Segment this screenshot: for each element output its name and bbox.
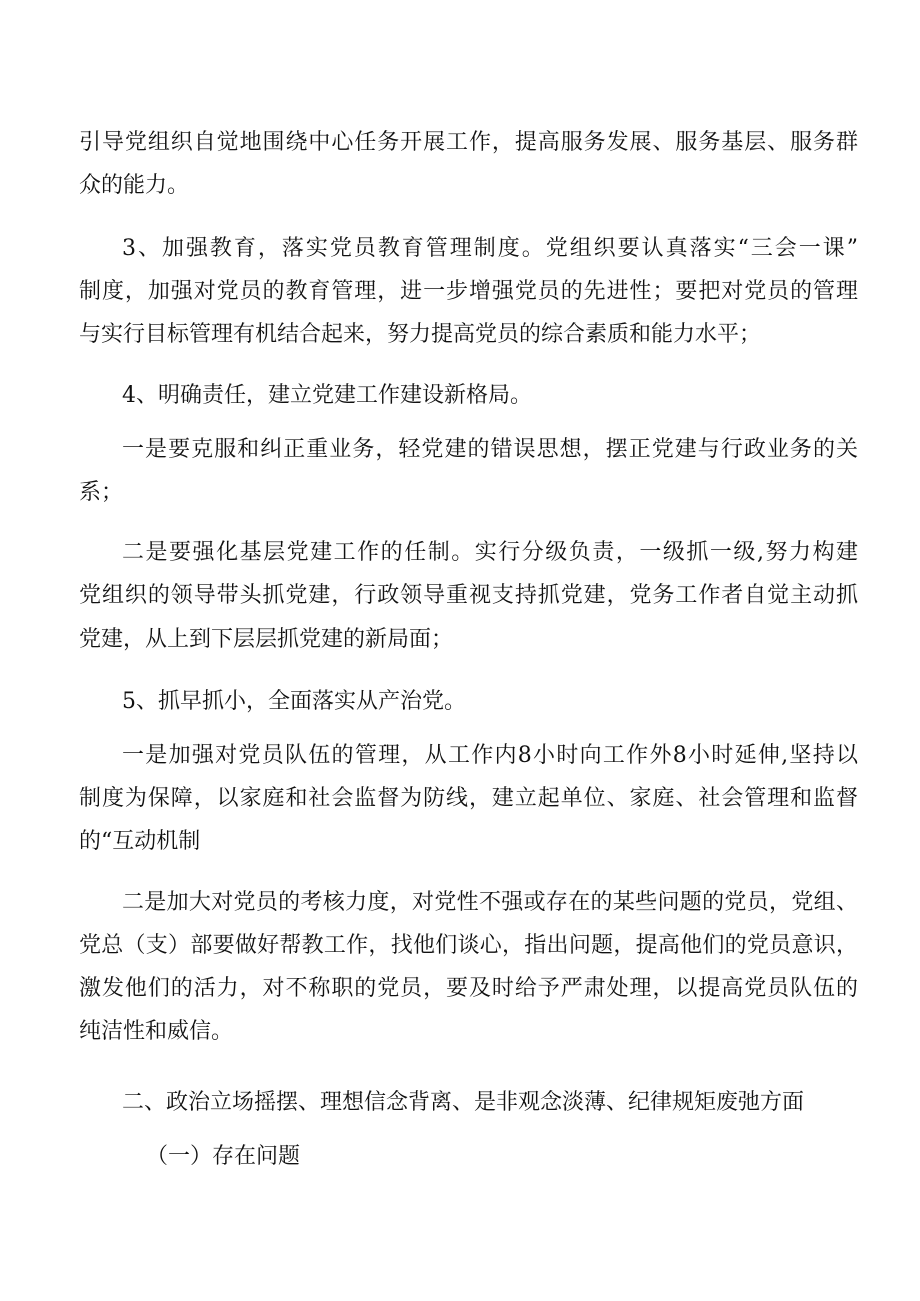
paragraph-line: 一是加强对党员队伍的管理，从工作内8小时向工作外8小时延伸,坚持以 xyxy=(122,743,858,768)
paragraph-line: 党总（支）部要做好帮教工作，找他们谈心，指出问题，提高他们的党员意识， xyxy=(79,933,858,958)
paragraph-line: 制度为保障，以家庭和社会监督为防线，建立起单位、家庭、社会管理和监督 xyxy=(79,786,858,811)
paragraph-line: 一是要克服和纠正重业务，轻党建的错误思想，摆正党建与行政业务的关 xyxy=(122,437,858,462)
paragraph-line: 3、加强教育，落实党员教育管理制度。党组织要认真落实“三会一课” xyxy=(122,236,858,261)
paragraph-line: 纯洁性和威信。 xyxy=(79,1019,234,1044)
paragraph-line: 二是加大对党员的考核力度，对党性不强或存在的某些问题的党员，党组、 xyxy=(122,890,858,915)
paragraph-line: 的“互动机制 xyxy=(79,829,201,854)
paragraph-line: 与实行目标管理有机结合起来，努力提高党员的综合素质和能力水平； xyxy=(79,322,762,347)
section-heading: 二、政治立场摇摆、理想信念背离、是非观念淡薄、纪律规矩废弛方面 xyxy=(122,1090,805,1115)
paragraph-line: 党组织的领导带头抓党建，行政领导重视支持抓党建，党务工作者自觉主动抓 xyxy=(79,583,858,608)
paragraph-line: 4、明确责任，建立党建工作建设新格局。 xyxy=(122,383,532,408)
paragraph-line: 众的能力。 xyxy=(79,173,190,198)
paragraph-line: 系； xyxy=(79,480,124,505)
subsection-heading: （一）存在问题 xyxy=(146,1144,301,1169)
paragraph-line: 激发他们的活力，对不称职的党员，要及时给予严肃处理，以提高党员队伍的 xyxy=(79,976,858,1001)
paragraph-line: 党建，从上到下层层抓党建的新局面； xyxy=(79,627,454,652)
paragraph-line: 5、抓早抓小，全面落实从产治党。 xyxy=(122,689,466,714)
paragraph-line: 二是要强化基层党建工作的任制。实行分级负责，一级抓一级,努力构建 xyxy=(122,540,858,565)
paragraph-line: 引导党组织自觉地围绕中心任务开展工作，提高服务发展、服务基层、服务群 xyxy=(79,130,858,155)
paragraph-line: 制度，加强对党员的教育管理，进一步增强党员的先进性；要把对党员的管理 xyxy=(79,279,858,304)
